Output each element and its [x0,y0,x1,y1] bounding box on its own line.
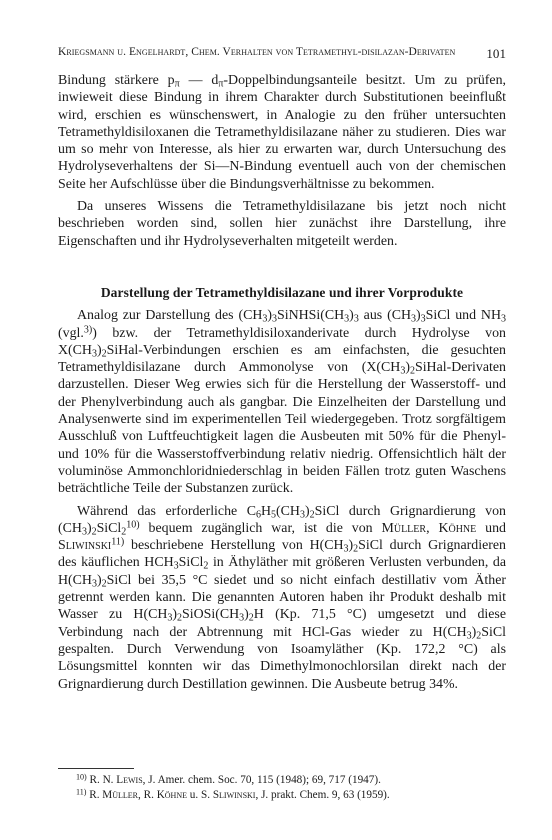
running-header [58,46,506,62]
footnote-10: $^{10)}$ R. N. Lewis, J. Amer. chem. Soc. 70, 115 (1948); 69, 717 (1947). [76,772,381,786]
footnote-rule [58,768,134,769]
page-number: 101 [486,46,506,61]
footnote-11: $^{11)}$ R. Müller, R. Köhne u. S. Sliwinski, J. prakt. Chem. 9, 63 (1959). [76,787,390,801]
footnotes [76,773,506,803]
paragraph-3: Analog zur Darstellung des $(CH_3)_3SiNHSi(CH_3)_3$ aus $(CH_3)_3SiCl$ und $NH_3$ (vgl.$^{3)}$) bzw. der Tetramethyldisiloxanderivate durch Hydrolyse von $X(CH_3)_2SiHal$-Verbindungen erschien es am einfachsten, die gesuchten Tetramethyldisilazane durch Ammonolyse von ($X(CH_3)_2SiHal$-Derivaten darzustellen. Dieser Weg erwies sich für die Herstellung der Wasserstoff- und der Phenylverbindung auch als gangbar. Die Einzelheiten der Darstellung und Analysenwerte sind im experimentellen Teil wiedergegeben. Trotz sorgfältigem Ausschluß von Luftfeuchtigkeit lagen die Ausbeuten mit 50% für die Phenyl- und 10% für die Wasserstoffverbindung relativ niedrig. Offensichtlich hält der voluminöse Ammonchloridniederschlag in beiden Fällen trotz guten Waschens beträchtliche Teile der Substanzen zurück. [58,308,506,497]
article-body [58,72,506,693]
section-heading: Darstellung der Tetramethyldisilazane und ihrer Vorprodukte [100,284,464,300]
paragraph-1: Bindung stärkere $p_\pi$ — $d_\pi$-Doppelbindungsanteile besitzt. Um zu prüfen, inwieweit diese Bindung in ihrem Charakter durch Substitutionen beeinflußt wird, erschien es wünschenswert, in Analogie zu den früher untersuchten Tetramethyldisiloxanen die Tetramethyldisilazane näher zu studieren. Dies war um so mehr von Interesse, als hier zu erwarten war, durch Untersuchung des Hydrolyseverhaltens der Si—N-Bindung eventuell auch von der chemischen Seite her Aufschlüsse über die Bindungsverhältnisse zu bekommen. [58,73,506,192]
paragraph-4: Während das erforderliche $C_6H_5(CH_3)_2SiCl$ durch Grignardierung von $(CH_3)_2SiCl_2^{10)}$ bequem zugänglich war, ist die von Müller, Köhne und Sliwinski$^{11)}$ beschriebene Herstellung von $H(CH_3)_2SiCl$ durch Grignardieren des käuflichen $HCH_3SiCl_2$ in Äthyläther mit größeren Verlusten verbunden, da $H(CH_3)_2SiCl$ bei 35,5 °C siedet und so nicht einfach destillativ vom Äther getrennt werden kann. Die genannten Autoren haben ihr Produkt deshalb mit Wasser zu $H(CH_3)_2SiOSi(CH_3)_2H$ (Kp. 71,5 °C) umgesetzt und diese Verbindung nach der Abtrennung mit HCl-Gas wieder zu $H(CH_3)_2SiCl$ gespalten. Durch Verwendung von Isoamyläther (Kp. 172,2 °C) als Lösungsmittel konnten wir das Dimethylmonochlorsilan direkt nach der Grignardierung durch Destillation gewinnen. Die Ausbeute betrug 34%. [58,503,507,692]
paragraph-2: Da unseres Wissens die Tetramethyldisilazane bis jetzt noch nicht beschrieben worden sind, sollen hier zunächst ihre Darstellung, ihre Eigenschaften und ihr Hydrolyseverhalten mitgeteilt werden. [58,199,506,249]
running-head: Kriegsmann u. Engelhardt, Chem. Verhalten von Tetramethyl-disilazan-Derivaten [58,46,456,58]
